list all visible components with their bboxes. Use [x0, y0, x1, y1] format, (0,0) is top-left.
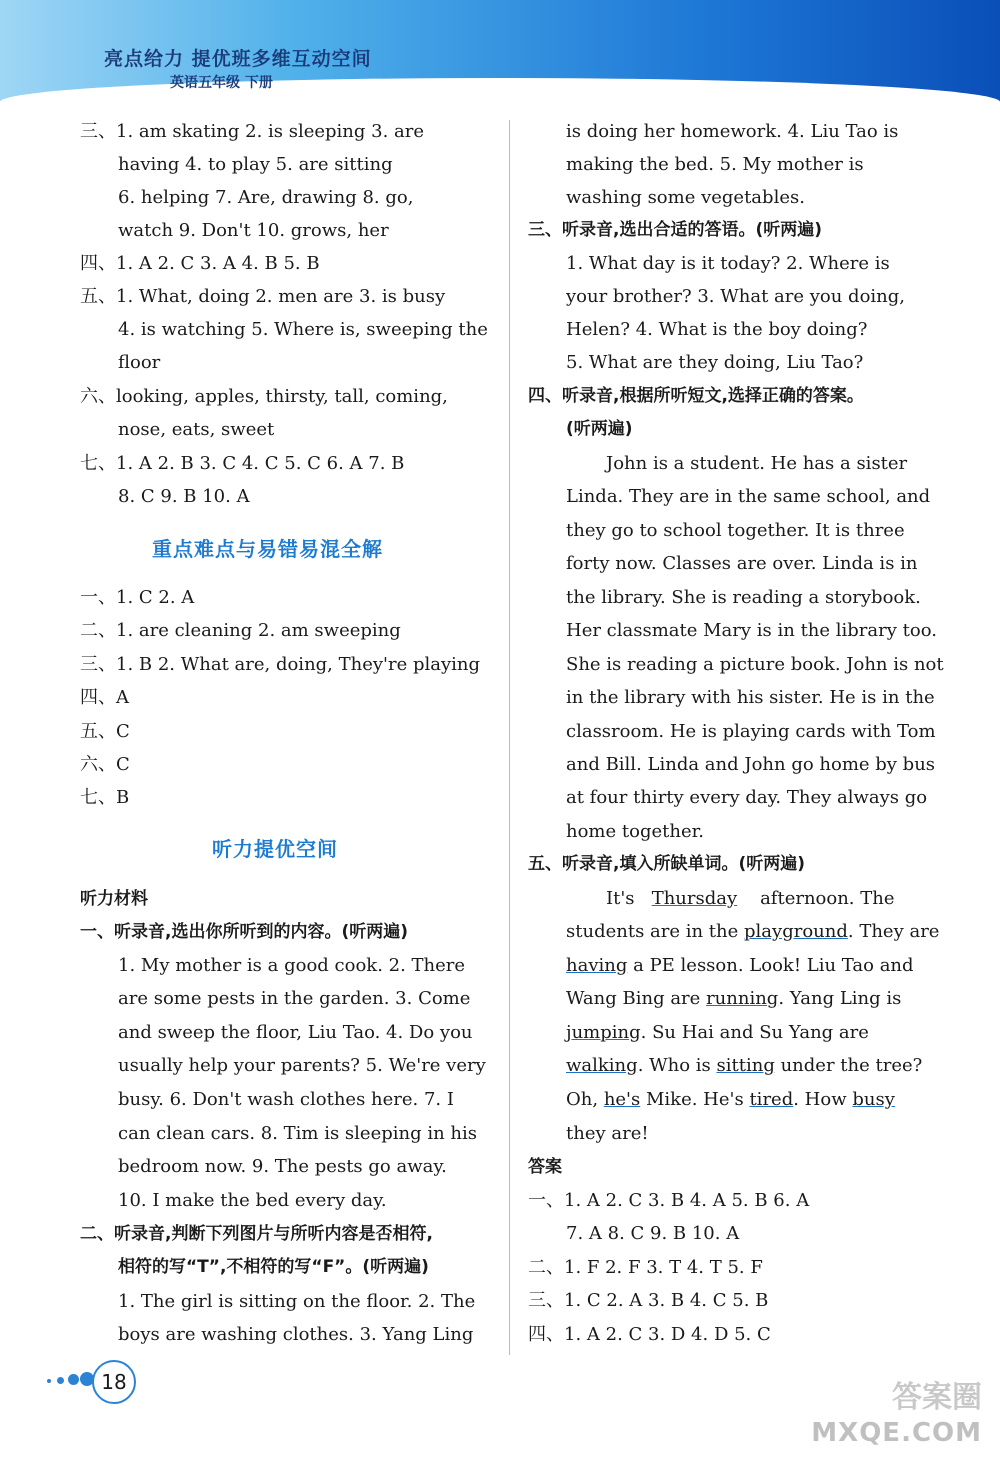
decor-dot	[57, 1377, 64, 1384]
text-line: washing some vegetables.	[566, 187, 805, 208]
text-line: Helen? 4. What is the boy doing?	[566, 319, 868, 340]
listening-material-label: 听力材料	[80, 889, 148, 909]
text-line: 三、1. B 2. What are, doing, They're playing	[80, 654, 481, 675]
cloze-text: afternoon. The	[760, 888, 895, 909]
question-heading: 相符的写“T”,不相符的写“F”。(听两遍)	[118, 1257, 429, 1277]
text-line: 七、1. A 2. B 3. C 4. C 5. C 6. A 7. B	[80, 453, 405, 474]
answer-line: 一、1. A 2. C 3. B 4. A 5. B 6. A	[528, 1190, 810, 1211]
watermark-url: MXQE.COM	[811, 1418, 982, 1448]
cloze-answer: having	[566, 955, 628, 976]
passage-line: at four thirty every day. They always go	[566, 787, 928, 808]
text-line: your brother? 3. What are you doing,	[566, 286, 906, 307]
cloze-answer: Thursday	[651, 888, 738, 909]
question-heading: 一、听录音,选出你所听到的内容。(听两遍)	[80, 922, 408, 942]
question-heading: (听两遍)	[566, 419, 633, 439]
passage-line: Linda. They are in the same school, and	[566, 486, 931, 507]
text-line: 4. is watching 5. Where is, sweeping the	[118, 319, 488, 340]
cloze-line	[566, 1083, 895, 1116]
passage-line: they go to school together. It is three	[566, 520, 905, 541]
header-subtitle: 英语五年级 下册	[170, 75, 273, 91]
text-line: busy. 6. Don't wash clothes here. 7. I	[118, 1089, 454, 1110]
cloze-answer: sitting	[716, 1055, 775, 1076]
cloze-text: Mike. He's	[645, 1089, 744, 1110]
text-line: making the bed. 5. My mother is	[566, 154, 864, 175]
answer-line: 二、1. F 2. F 3. T 4. T 5. F	[528, 1257, 763, 1278]
question-heading: 三、听录音,选出合适的答语。(听两遍)	[528, 220, 822, 240]
answers-label: 答案	[528, 1157, 562, 1177]
passage-line: forty now. Classes are over. Linda is in	[566, 553, 918, 574]
cloze-text: . They are	[847, 921, 940, 942]
page-header	[0, 0, 1000, 105]
section-title-listening: 听力提优空间	[212, 837, 338, 861]
text-line: 二、1. are cleaning 2. am sweeping	[80, 620, 401, 641]
text-line: 1. What day is it today? 2. Where is	[566, 253, 890, 274]
text-line: boys are washing clothes. 3. Yang Ling	[118, 1324, 474, 1345]
cloze-answer: playground	[744, 921, 848, 942]
cloze-line	[606, 882, 895, 915]
passage-line: home together.	[566, 821, 704, 842]
watermark-logo: 答案圈	[892, 1380, 982, 1415]
text-line: 五、C	[80, 721, 130, 742]
cloze-text: . How	[793, 1089, 847, 1110]
question-heading: 四、听录音,根据所听短文,选择正确的答案。	[528, 386, 864, 406]
header-title: 亮点给力 提优班多维互动空间	[104, 48, 372, 70]
passage-line: the library. She is reading a storybook.	[566, 587, 921, 608]
cloze-answer: jumping	[566, 1022, 641, 1043]
passage-line: John is a student. He has a sister	[606, 453, 908, 474]
text-line: can clean cars. 8. Tim is sleeping in his	[118, 1123, 477, 1144]
cloze-text: . Who is	[637, 1055, 711, 1076]
header-wave	[0, 78, 1000, 118]
section-title-key-points: 重点难点与易错易混全解	[152, 537, 383, 561]
text-line: 四、A	[80, 687, 129, 708]
cloze-text: students are in the	[566, 921, 739, 942]
text-line: bedroom now. 9. The pests go away.	[118, 1156, 447, 1177]
text-line: nose, eats, sweet	[118, 419, 275, 440]
cloze-text: under the tree?	[780, 1055, 923, 1076]
cloze-text: a PE lesson. Look! Liu Tao and	[633, 955, 914, 976]
text-line: 1. The girl is sitting on the floor. 2. The	[118, 1291, 476, 1312]
answer-line: 7. A 8. C 9. B 10. A	[566, 1223, 740, 1244]
text-line: 七、B	[80, 787, 130, 808]
cloze-answer: tired	[749, 1089, 794, 1110]
text-line: 三、1. am skating 2. is sleeping 3. are	[80, 121, 425, 142]
cloze-answer: busy	[852, 1089, 895, 1110]
text-line: 六、looking, apples, thirsty, tall, coming,	[80, 386, 448, 407]
text-line: 五、1. What, doing 2. men are 3. is busy	[80, 286, 446, 307]
text-line: 一、1. C 2. A	[80, 587, 195, 608]
text-line: and sweep the floor, Liu Tao. 4. Do you	[118, 1022, 473, 1043]
text-line: usually help your parents? 5. We're very	[118, 1055, 486, 1076]
text-line: 10. I make the bed every day.	[118, 1190, 387, 1211]
answer-line: 三、1. C 2. A 3. B 4. C 5. B	[528, 1290, 769, 1311]
cloze-line	[566, 915, 939, 948]
text-line: is doing her homework. 4. Liu Tao is	[566, 121, 899, 142]
text-line: 六、C	[80, 754, 130, 775]
text-line: having 4. to play 5. are sitting	[118, 154, 393, 175]
cloze-line	[566, 1049, 922, 1082]
passage-line: and Bill. Linda and John go home by bus	[566, 754, 936, 775]
cloze-text: Oh,	[566, 1089, 599, 1110]
cloze-text: It's	[606, 888, 635, 909]
passage-line: in the library with his sister. He is in the	[566, 687, 935, 708]
cloze-text: . Su Hai and Su Yang are	[640, 1022, 869, 1043]
cloze-answer: running	[706, 988, 779, 1009]
text-line: 四、1. A 2. C 3. A 4. B 5. B	[80, 253, 320, 274]
text-line: 6. helping 7. Are, drawing 8. go,	[118, 187, 414, 208]
cloze-answer: he's	[603, 1089, 641, 1110]
text-line: are some pests in the garden. 3. Come	[118, 988, 471, 1009]
answer-line: 四、1. A 2. C 3. D 4. D 5. C	[528, 1324, 771, 1345]
cloze-answer: walking	[566, 1055, 638, 1076]
column-divider	[509, 120, 510, 1355]
question-heading: 五、听录音,填入所缺单词。(听两遍)	[528, 854, 805, 874]
text-line: 8. C 9. B 10. A	[118, 486, 250, 507]
cloze-text: . Yang Ling is	[778, 988, 902, 1009]
text-line: watch 9. Don't 10. grows, her	[118, 220, 389, 241]
passage-line: classroom. He is playing cards with Tom	[566, 721, 936, 742]
page-number: 18	[92, 1360, 136, 1404]
question-heading: 二、听录音,判断下列图片与所听内容是否相符,	[80, 1224, 433, 1244]
cloze-line	[566, 1016, 869, 1049]
passage-line: She is reading a picture book. John is not	[566, 654, 944, 675]
text-line: 1. My mother is a good cook. 2. There	[118, 955, 466, 976]
decor-dot	[68, 1374, 79, 1385]
text-line: 5. What are they doing, Liu Tao?	[566, 352, 864, 373]
decor-dot	[47, 1379, 51, 1383]
passage-line: Her classmate Mary is in the library too.	[566, 620, 937, 641]
cloze-line	[566, 949, 914, 982]
cloze-line: they are!	[566, 1123, 649, 1144]
text-line: floor	[118, 352, 161, 373]
cloze-text: Wang Bing are	[566, 988, 701, 1009]
cloze-line	[566, 982, 901, 1015]
